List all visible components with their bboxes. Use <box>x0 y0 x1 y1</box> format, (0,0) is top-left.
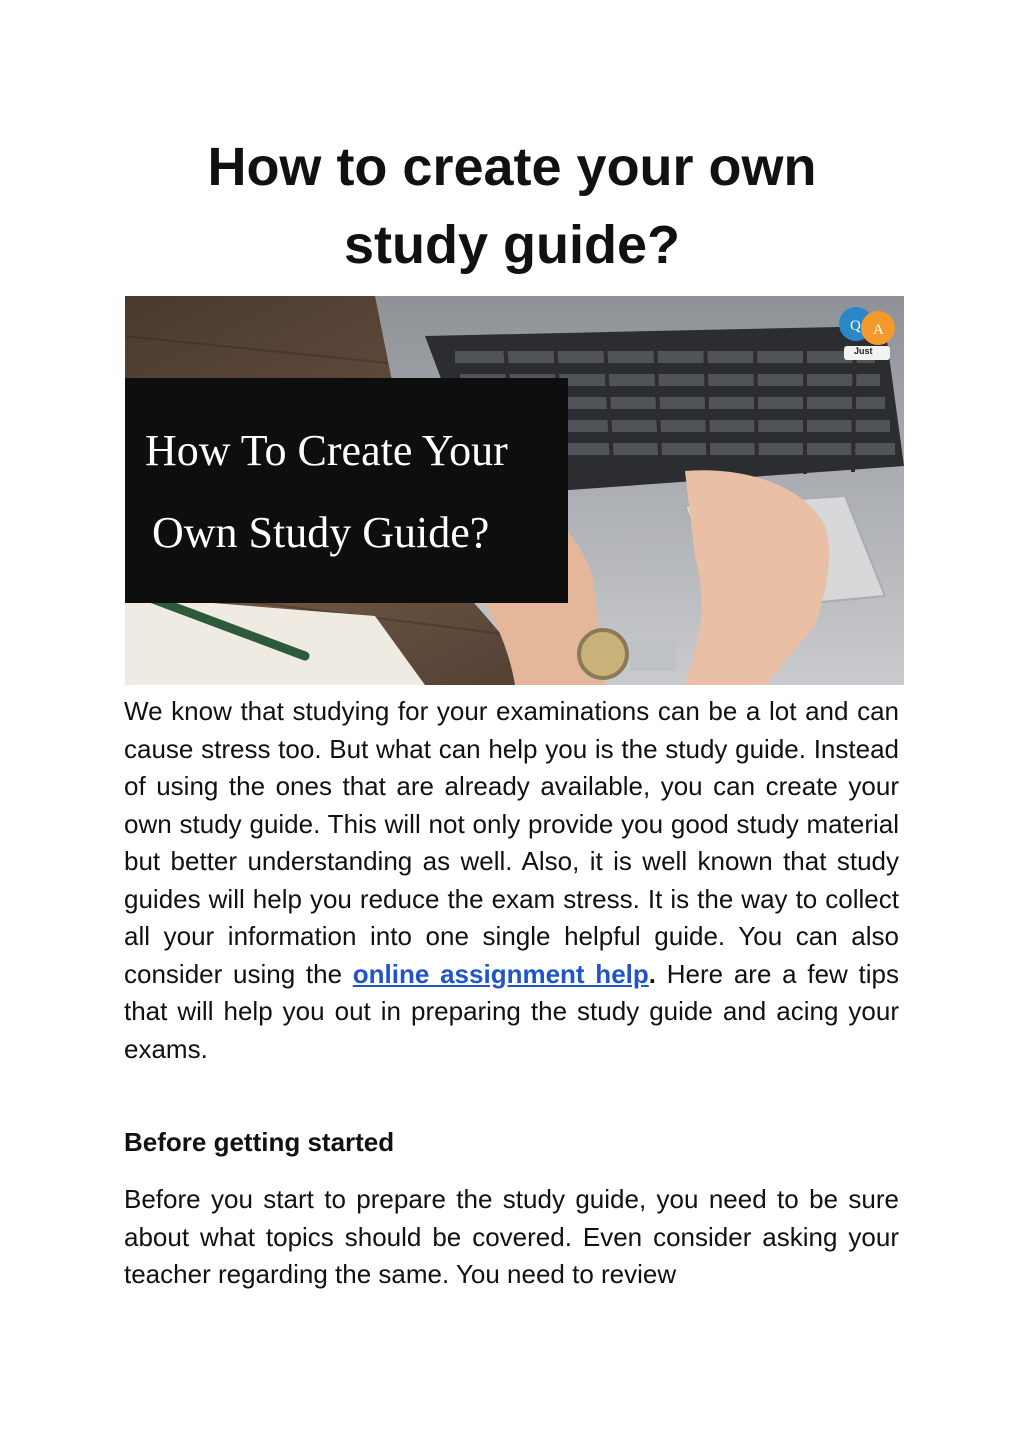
intro-text-before-link: We know that studying for your examinations can be a lot and can cause stress too. But what can help you is the study guide. Instead of using the ones that are already available, you can create your own study guide. This will not only provide you good study material but better understanding as well. Also, it is well known that study guides will help you reduce the exam stress. It is the way to collect all your information into one single helpful guide. You can also consider using the <box>124 696 899 989</box>
page-title <box>0 128 1024 284</box>
section-heading-before-getting-started: Before getting started <box>124 1127 395 1157</box>
intro-text-after-link: Here are a few tips that will help you out in preparing the study guide and acing your exams. <box>124 958 900 1064</box>
online-assignment-help-link[interactable]: online assignment help <box>352 958 649 989</box>
banner-line-1: How To Create Your <box>145 426 508 475</box>
logo-a: A <box>873 322 884 338</box>
banner-line-2: Own Study Guide? <box>152 508 490 557</box>
hero-image <box>125 296 904 685</box>
qa-logo <box>836 302 898 362</box>
page-title-line-2: study guide? <box>344 215 680 275</box>
link-period: . <box>648 958 656 989</box>
intro-paragraph <box>124 693 899 1068</box>
hero-banner <box>125 378 568 603</box>
section-paragraph: Before you start to prepare the study guide, you need to be sure about what topics should be covered. Even consider asking your teacher regarding the same. You need to review <box>124 1184 899 1289</box>
logo-text: Just <box>854 346 873 356</box>
page-title-line-1: How to create your own <box>207 137 817 197</box>
logo-q: Q <box>850 318 861 334</box>
